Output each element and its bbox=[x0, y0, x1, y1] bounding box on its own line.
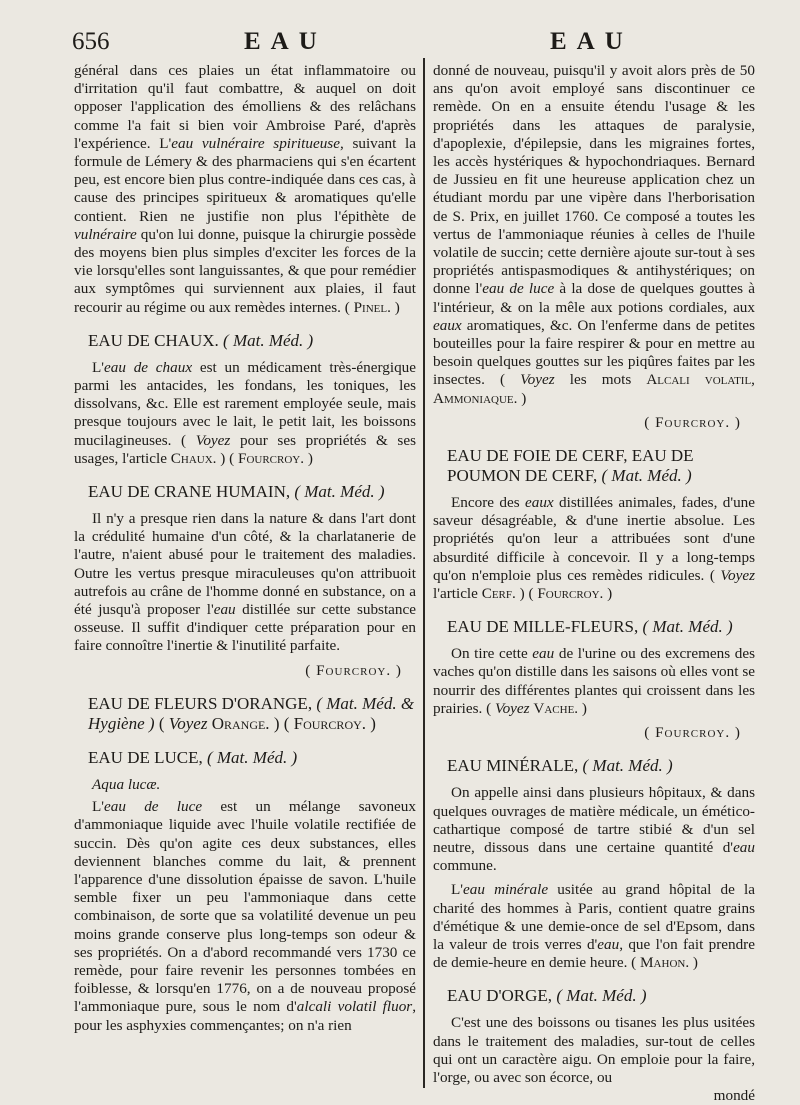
paragraph-minerale-1: On appelle ainsi dans plusieurs hôpitaux, & dans quelques ouvrages de matière médicale, un émético-cathartique composé de tartre stibié & d'un sel neutre, dissous dans une certaine quantité d'eau commune. bbox=[433, 784, 755, 875]
signature: ( Fourcroy. ) bbox=[644, 413, 741, 431]
entry-title-eau-de-crane-humain: EAU DE CRANE HUMAIN, ( Mat. Méd. ) bbox=[88, 482, 385, 502]
page-number: 656 bbox=[72, 28, 110, 55]
entry-title-eau-de-fleurs-d-orange: EAU DE FLEURS D'ORANGE, ( Mat. Méd. & Hygiène ) ( Voyez Orange. ) ( Fourcroy. ) bbox=[88, 693, 415, 733]
entry-title-eau-minerale: EAU MINÉRALE, ( Mat. Méd. ) bbox=[447, 756, 673, 776]
paragraph-crane: Il n'y a presque rien dans la nature & dans l'art dont la crédulité humaine d'un côté, & la charlatanerie de l'autre, n'aient abusé pour le traitement des maladies. Outre les vertus presque miraculeuses qu'on attribuoit autrefois au crâne de l'homme donné en substance, on a été jusqu'à proposer l'eau distillée sur cette substance osseuse. Il suffit d'indiquer cette préparation pour en faire connoître l'inertie & l'inutilité parfaite. bbox=[74, 510, 417, 655]
entry-title-eau-de-mille-fleurs: EAU DE MILLE-FLEURS, ( Mat. Méd. ) bbox=[447, 617, 733, 637]
paragraph-minerale-2: L'eau minérale usitée au grand hôpital de la charité des hommes à Paris, contient quatre grains d'émétique & une demie-once de sel d'Epsom, dans la valeur de trois verres d'eau, que l'on fait prendre de demie-heure en demie heure. ( Mahon. ) bbox=[433, 881, 755, 972]
entry-title-eau-de-foie-de-cerf: EAU DE FOIE DE CERF, EAU DE POUMON DE CERF, ( Mat. Méd. ) bbox=[447, 446, 694, 486]
paragraph-orge: C'est une des boissons ou tisanes les plus usitées dans le traitement des maladies, sur-tout de celles qui ont un caractère aigu. On emploie pour la faire, l'orge, ou avec son écorce, ou bbox=[433, 1014, 755, 1086]
running-title-right: EAU bbox=[550, 28, 633, 55]
entry-title-eau-de-chaux: EAU DE CHAUX. ( Mat. Méd. ) bbox=[88, 330, 314, 350]
entry-title-eau-d-orge: EAU D'ORGE, ( Mat. Méd. ) bbox=[447, 986, 647, 1006]
right-column bbox=[433, 62, 755, 1105]
paragraph-chaux: L'eau de chaux est un médicament très-énergique parmi les antacides, les fondans, les toniques, les dissolvans, &c. Elle est rarement employée seule, mais presque toujours avec le lait, le petit lait, les boissons mucilagineuses. ( Voyez pour ses propriétés & ses usages, l'article Chaux. ) ( Fourcroy. ) bbox=[74, 358, 416, 467]
latin-name: Aqua lucæ. bbox=[92, 775, 161, 793]
paragraph-mille-fleurs: On tire cette eau de l'urine ou des excremens des vaches qu'on distille dans les saisons où elles vont se nourrir des différentes plantes qui croissent dans les prairies. ( Voyez Vache. ) bbox=[433, 645, 755, 717]
left-column bbox=[74, 62, 416, 1035]
column-divider bbox=[423, 58, 425, 1088]
signature: ( Fourcroy. ) bbox=[644, 724, 741, 742]
catchword: mondé bbox=[713, 1087, 755, 1105]
signature: ( Fourcroy. ) bbox=[305, 661, 402, 679]
signature: Fourcroy. bbox=[537, 585, 604, 603]
signature: Fourcroy. bbox=[293, 713, 367, 733]
entry-title-eau-de-luce: EAU DE LUCE, ( Mat. Méd. ) bbox=[88, 747, 298, 767]
paragraph-foie: Encore des eaux distillées animales, fades, d'une saveur désagréable, & d'une inertie absolue. Les propriétés qu'on leur a attribuées sont d'une absurdité difficile à concevoir. Il y a long-temps qu'on n'emploie plus ces remèdes ridicules. ( Voyez l'article Cerf. ) ( Fourcroy. ) bbox=[433, 494, 755, 603]
signature: Pinel. bbox=[353, 298, 391, 316]
paragraph-intro: général dans ces plaies un état inflammatoire ou d'irritation qu'il faut combattre, & auquel on doit opposer l'application des émolliens & des relâchans comme l'a fait si bien voir Ambroise Paré, d'après l'expérience. L'eau vulnéraire spiritueuse, suivant la formule de Lémery & des pharmaciens qui s'en écartent peu, est encore bien plus contre-indiquée dans ces cas, à cause des principes spiritueux & aromatiques qu'elle contient. Rien ne justifie non plus l'épithète de vulnéraire qu'on lui donne, puisque la chirurgie possède des moyens bien plus simples d'exciter les forces de la vie lorsqu'elles sont languissantes, & que pour remédier aux symptômes qui surviennent aux plaies, il faut recourir au régime ou aux remèdes internes. ( Pinel. ) bbox=[74, 62, 416, 316]
signature: Fourcroy. bbox=[238, 449, 305, 467]
paragraph-luce-continued: donné de nouveau, puisqu'il y avoit alors près de 50 ans qu'on avoit employé sans discontinuer ce remède. On en a ensuite étendu l'usage & les propriétés dans les attaques de paralysie, d'apoplexie, d'épilepsie, dans les migraines fortes, les accès hystériques & hypochondriaques. Bernard de Jussieu en fit une heureuse application chez un étudiant mordu par une vipère dans l'herborisation de S. Prix, en juillet 1760. Ce composé a toutes les vertus de l'ammoniaque réunies à celles de l'huile volatile de succin; cette dernière ajoute sur-tout à ses propriétés antispasmodiques & antihystériques; on donne l'eau de luce à la dose de quelques gouttes à l'intérieur, & on la mêle aux potions cordiales, aux eaux aromatiques, &c. On l'enferme dans de petites bouteilles pour la faire respirer & pour en mettre au besoin quelques gouttes sur les piqûres faites par les insectes. ( Voyez les mots Alcali volatil, Ammoniaque. ) bbox=[433, 62, 755, 407]
signature: Mahon. bbox=[640, 954, 690, 972]
paragraph-luce: L'eau de luce est un mélange savoneux d'ammoniaque liquide avec l'huile volatile rectifiée de succin. Dès qu'on agite ces deux substances, elles deviennent blanches comme du lait, & prennent l'apparence d'une dissolution épaisse de savon. L'huile semble fixer un peu l'ammoniaque dans cette combinaison, de sorte que sa volatilité devenue un peu moins grande conserve plus long-temps son odeur & ses propriétés. On a d'abord recommandé vers 1730 ce remède, pour faire revenir les personnes tombées en foiblesse, & lorsqu'en 1776, on a de nouveau proposé l'ammoniaque pure, sous le nom d'alcali volatil fluor, pour les asphyxies commençantes; on n'a rien bbox=[74, 798, 417, 1034]
page-header bbox=[0, 28, 800, 64]
running-title-left: EAU bbox=[244, 28, 327, 55]
